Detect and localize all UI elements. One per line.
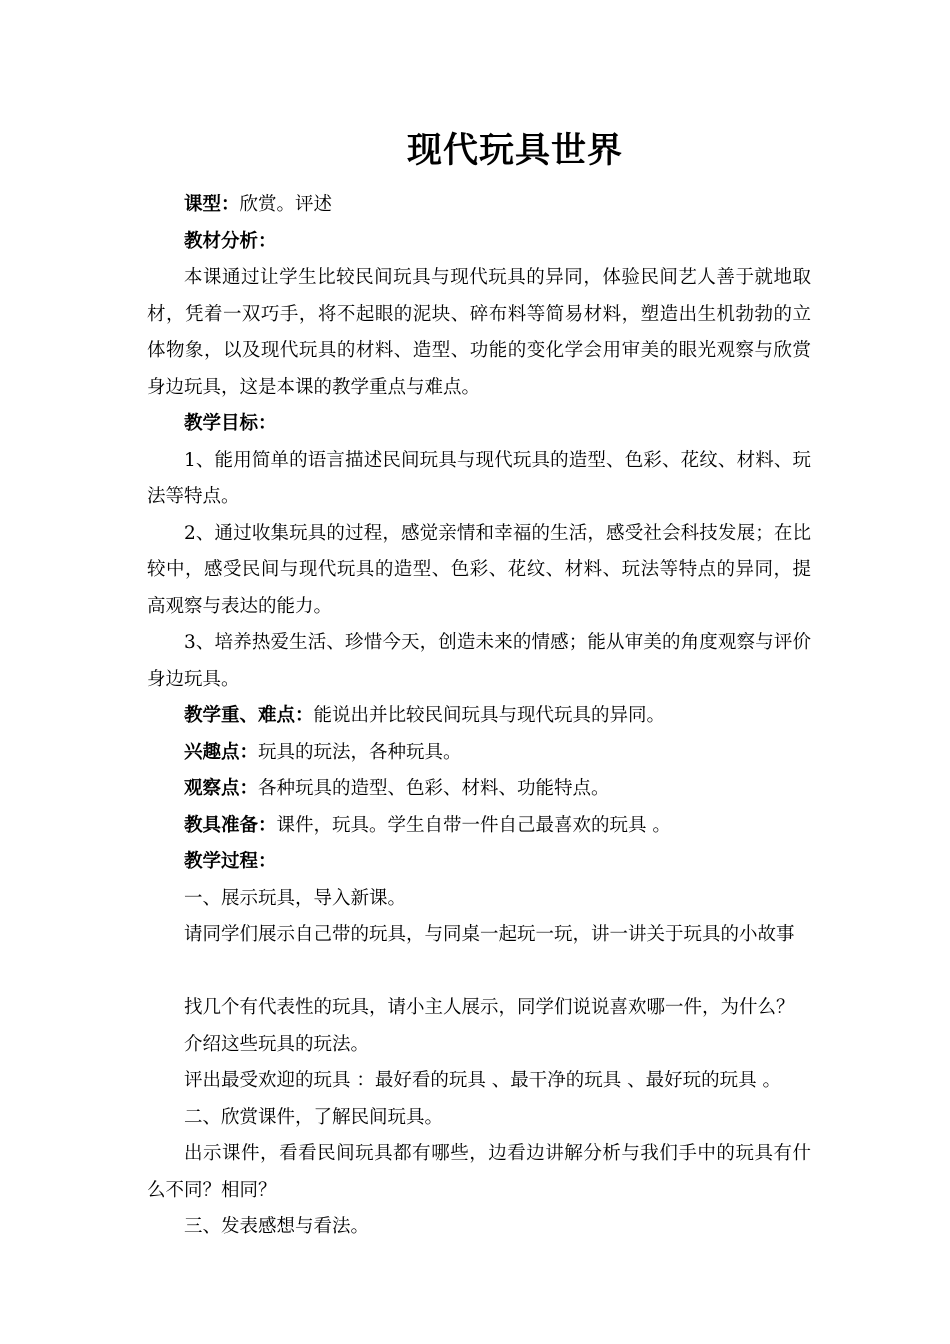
interest-points-value: 玩具的玩法，各种玩具。 xyxy=(258,741,462,763)
process-line-1: 一、展示玩具，导入新课。 xyxy=(184,887,407,909)
interest-points-line xyxy=(147,735,811,772)
preparation-label: 教具准备： xyxy=(184,814,277,836)
objectives-label: 教学目标： xyxy=(184,413,277,434)
objective-item-2: 2、通过收集玩具的过程，感觉亲情和幸福的生活，感受社会科技发展；在比较中，感受民间与现代玩具的造型、色彩、花纹、材料、玩法等特点的异同，提高观察与表达的能力。 xyxy=(147,522,811,617)
lesson-type-label: 课型： xyxy=(184,194,240,215)
process-line-4: 找几个有代表性的玩具，请小主人展示，同学们说说喜欢哪一件，为什么？ xyxy=(184,997,795,1018)
objectives-heading xyxy=(147,406,811,443)
material-analysis-label: 教材分析： xyxy=(184,230,277,252)
key-points-line xyxy=(147,698,811,735)
process-line-7: 二、欣赏课件，了解民间玩具。 xyxy=(184,1106,444,1128)
observation-points-line xyxy=(147,771,811,808)
material-analysis-heading xyxy=(147,224,811,261)
process-line-8: 出示课件，看看民间玩具都有哪些，边看边讲解分析与我们手中的玩具有什么不同？相同？ xyxy=(147,1143,811,1201)
material-analysis-text: 本课通过让学生比较民间玩具与现代玩具的异同，体验民间艺人善于就地取材，凭着一双巧手，将不起眼的泥块、碎布料等简易材料，塑造出生机勃勃的立体物象，以及现代玩具的材料、造型、功能的变化学会用审美的眼光观察与欣赏身边玩具，这是本课的教学重点与难点。 xyxy=(147,267,811,398)
document-title: 现代玩具世界 xyxy=(406,131,623,171)
document-body xyxy=(147,187,811,1246)
blank-line xyxy=(147,954,811,991)
process-line-2: 请同学们展示自己带的玩具，与同桌一起玩一玩，讲一讲关于玩具的小故事 xyxy=(184,924,795,945)
objective-item-1: 1、能用简单的语言描述民间玩具与现代玩具的造型、色彩、花纹、材料、玩法等特点。 xyxy=(147,449,811,507)
key-points-value: 能说出并比较民间玩具与现代玩具的异同。 xyxy=(313,705,666,726)
interest-points-label: 兴趣点： xyxy=(184,741,259,763)
process-label: 教学过程： xyxy=(184,851,277,872)
process-heading xyxy=(147,844,811,881)
objective-item-3: 3、培养热爱生活、珍惜今天，创造未来的情感；能从审美的角度观察与评价身边玩具。 xyxy=(147,632,811,690)
observation-points-value: 各种玩具的造型、色彩、材料、功能特点。 xyxy=(258,778,610,799)
preparation-value: 课件，玩具。学生自带一件自己最喜欢的玩具 。 xyxy=(276,814,671,836)
lesson-type-value: 欣赏。评述 xyxy=(239,194,333,215)
process-line-6: 评出最受欢迎的玩具 ：最好看的玩具 、最干净的玩具 、最好玩的玩具 。 xyxy=(184,1070,782,1091)
lesson-type-line xyxy=(147,187,811,224)
observation-points-label: 观察点： xyxy=(184,778,259,799)
process-line-9: 三、发表感想与看法。 xyxy=(184,1216,370,1237)
process-line-5: 介绍这些玩具的玩法。 xyxy=(184,1033,370,1055)
key-points-label: 教学重、难点： xyxy=(184,705,314,726)
preparation-line xyxy=(147,808,811,845)
